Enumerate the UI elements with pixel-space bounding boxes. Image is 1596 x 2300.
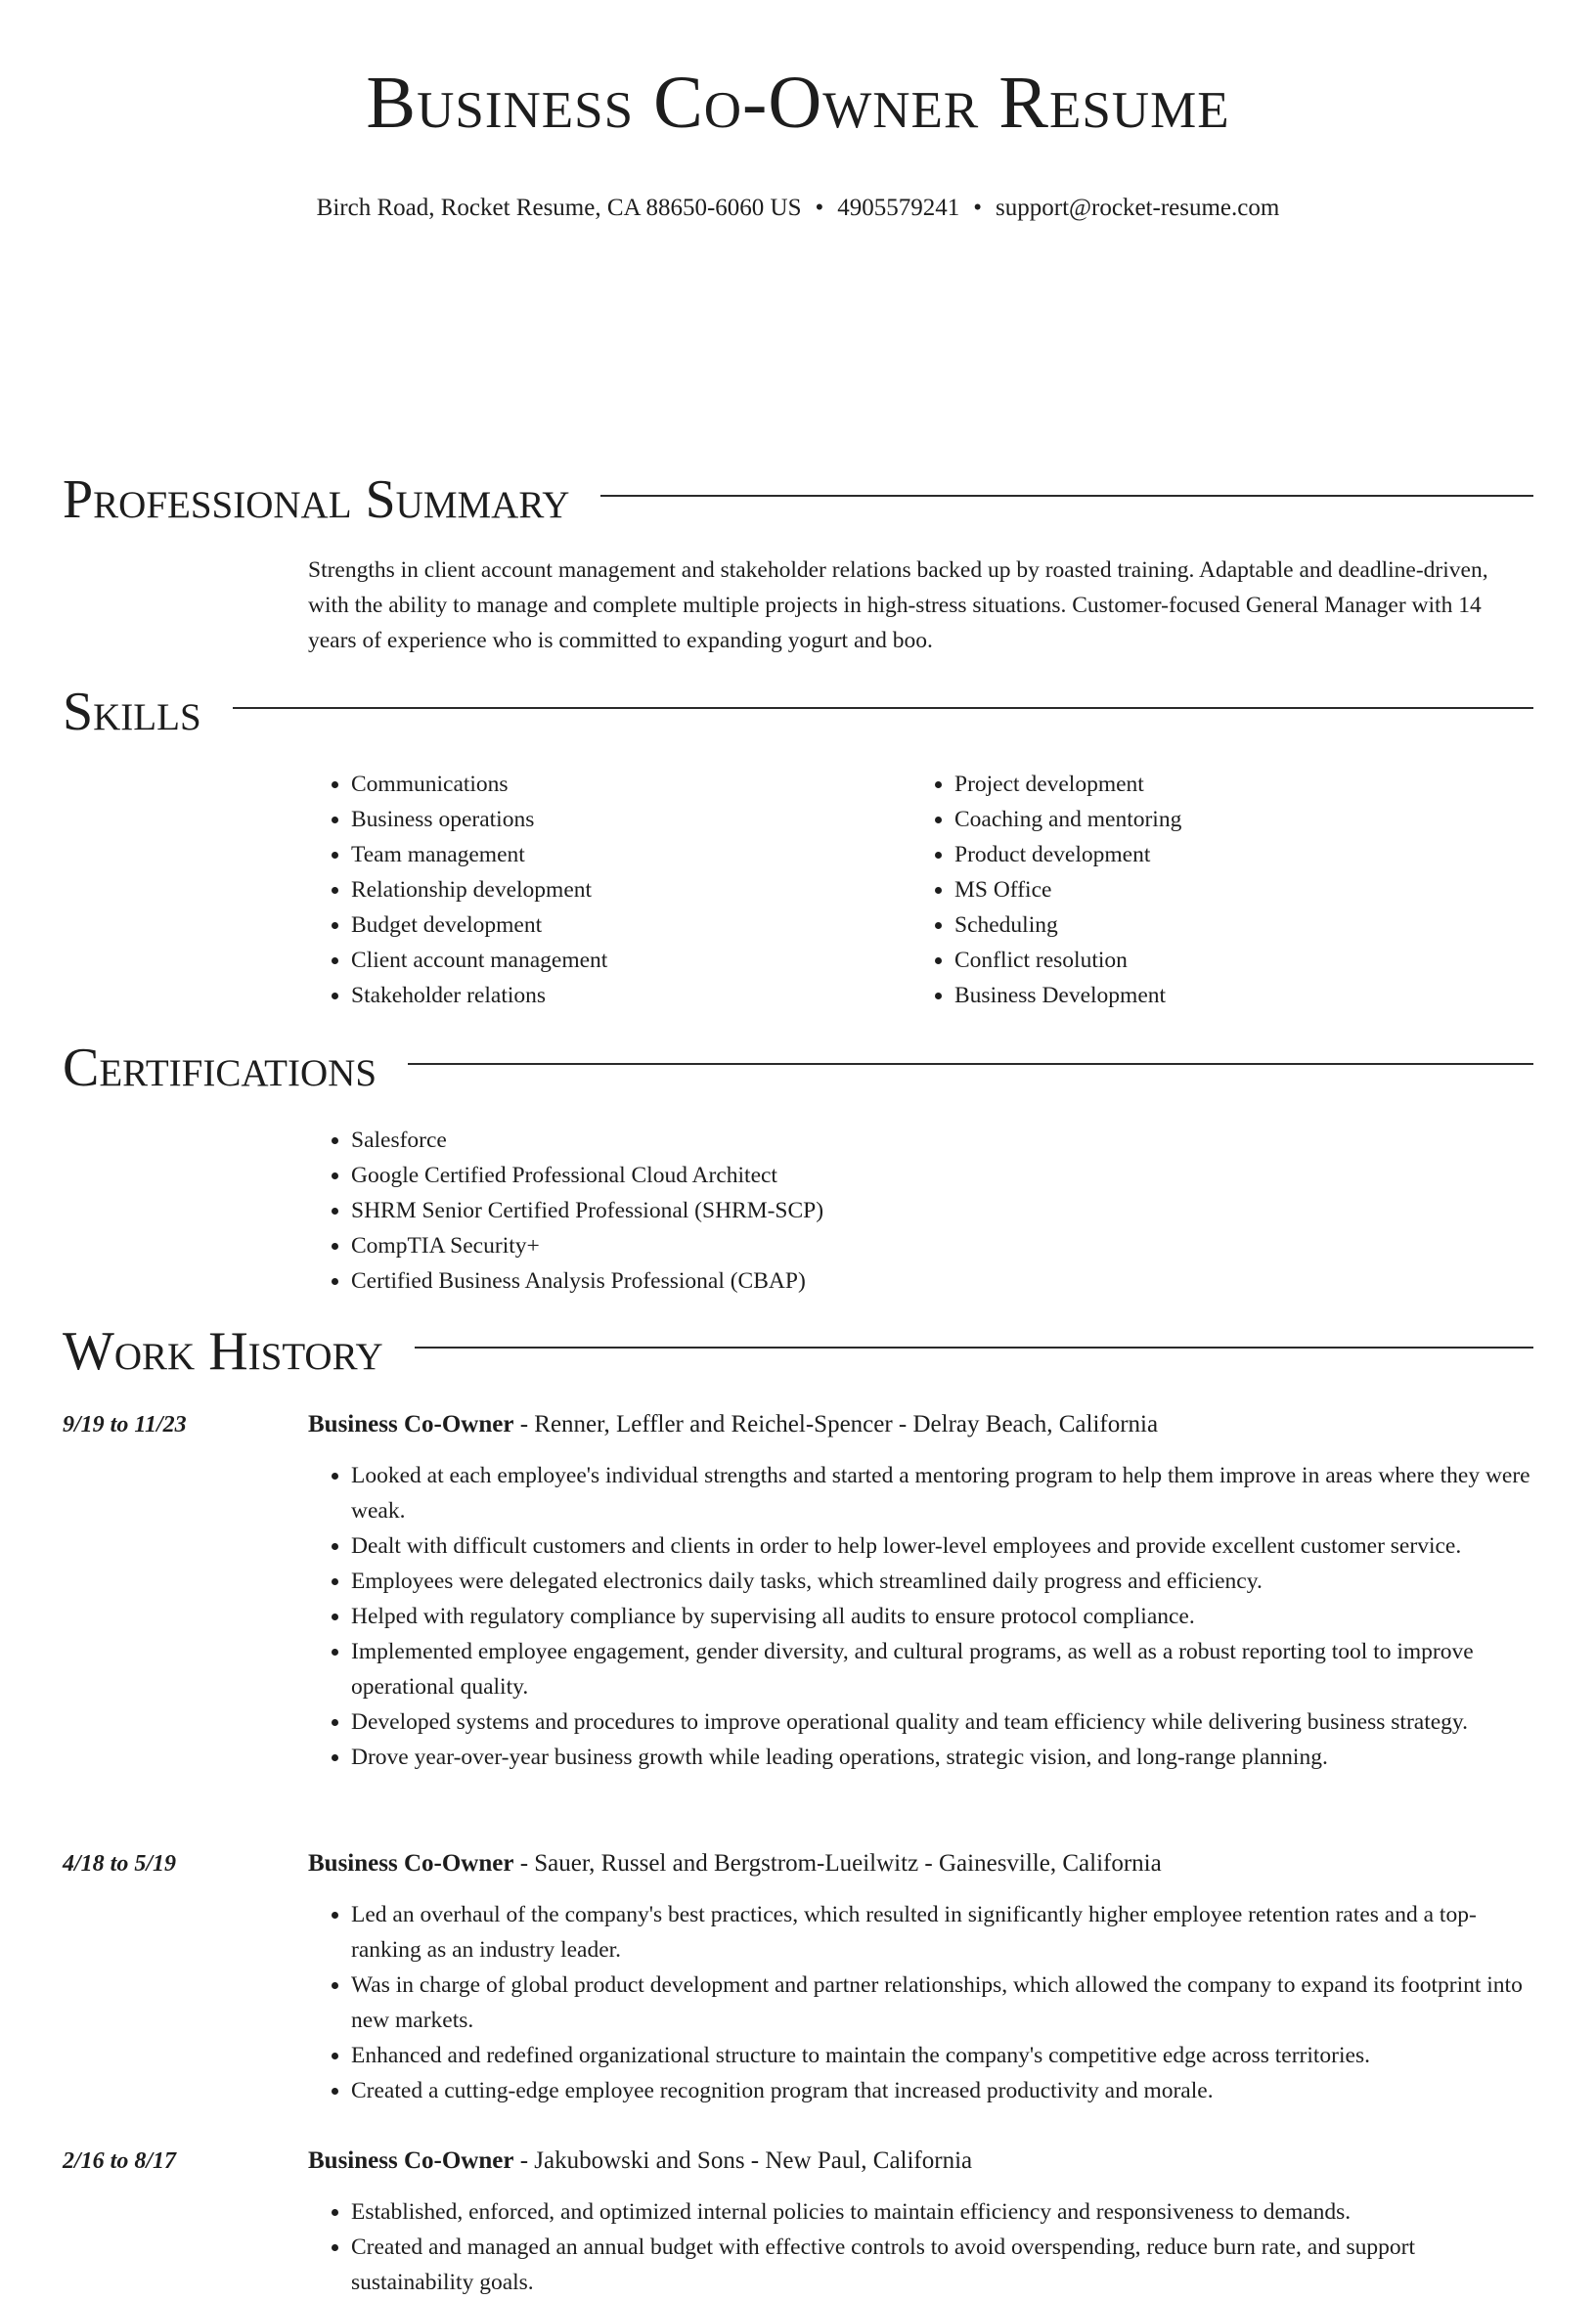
certification-item: • CompTIA Security+ — [351, 1228, 1533, 1263]
skill-item: • MS Office — [954, 872, 1515, 907]
resume-header — [0, 0, 1596, 223]
job-header — [308, 2144, 1533, 2179]
skill-item: • Client account management — [351, 943, 911, 978]
certification-item: • Certified Business Analysis Professional (CBAP) — [351, 1263, 1533, 1299]
job-role: Business Co-Owner — [308, 2147, 514, 2174]
section-divider — [233, 707, 1533, 709]
section-title: Skills — [63, 682, 201, 742]
skill-item: • Budget development — [351, 907, 911, 943]
section-divider — [600, 495, 1533, 497]
skill-item: • Communications — [351, 767, 911, 802]
skill-item: • Team management — [351, 837, 911, 872]
skill-item: • Product development — [954, 837, 1515, 872]
certification-item: • Salesforce — [351, 1123, 1533, 1158]
skill-item: • Scheduling — [954, 907, 1515, 943]
skills-column-left — [308, 767, 911, 1013]
skills-list — [308, 767, 1533, 1013]
job-bullet-list — [308, 1458, 1533, 1775]
section-divider — [408, 1063, 1533, 1065]
job-employer: - Sauer, Russel and Bergstrom-Lueilwitz - Gainesville, California — [513, 1850, 1162, 1877]
job-employer: - Renner, Leffler and Reichel-Spencer - Delray Beach, California — [513, 1411, 1159, 1438]
job-bullet: • Established, enforced, and optimized internal policies to maintain efficiency and responsiveness to demands. — [351, 2194, 1533, 2230]
job-dates: 9/19 to 11/23 — [63, 1412, 187, 1438]
section-title: Professional Summary — [63, 469, 570, 530]
job-bullet-list — [308, 2194, 1533, 2300]
section-title: Work History — [63, 1321, 383, 1382]
job-bullet: • Led an overhaul of the company's best practices, which resulted in significantly higher employee retention rates and a top-ranking as an industry leader. — [351, 1897, 1533, 1968]
job-bullet: • Drove year-over-year business growth while leading operations, strategic vision, and long-range planning. — [351, 1740, 1533, 1775]
job-bullets — [308, 2194, 1533, 2300]
job-header — [308, 1846, 1533, 1881]
skills-column-right — [911, 767, 1515, 1013]
job-dates: 2/16 to 8/17 — [63, 2148, 177, 2174]
skills-heading — [63, 683, 1533, 741]
job-bullet: • Helped with regulatory compliance by supervising all audits to ensure protocol compliance. — [351, 1599, 1533, 1634]
certification-item: • SHRM Senior Certified Professional (SHRM-SCP) — [351, 1193, 1533, 1228]
job-header — [308, 1407, 1533, 1442]
resume-title: Business Co-Owner Resume — [366, 62, 1230, 144]
contact-email[interactable]: support@rocket-resume.com — [996, 195, 1280, 221]
job-dates: 4/18 to 5/19 — [63, 1851, 177, 1877]
job-bullet: • Created and managed an annual budget with effective controls to avoid overspending, reduce burn rate, and support sustainability goals. — [351, 2230, 1533, 2300]
contact-address: Birch Road, Rocket Resume, CA 88650-6060 US — [316, 195, 802, 221]
summary-body — [308, 553, 1533, 658]
job-bullet: • Dealt with difficult customers and clients in order to help lower-level employees and provide excellent customer service. — [351, 1528, 1533, 1564]
skill-item: • Relationship development — [351, 872, 911, 907]
job-bullet: • Created a cutting-edge employee recognition program that increased productivity and morale. — [351, 2073, 1533, 2108]
summary-text: Strengths in client account management and stakeholder relations backed up by roasted training. Adaptable and deadline-driven, with the ability to manage and complete multiple projects in high-stress situations. Customer-focused General Manager with 14 years of experience who is committed to expanding yogurt and boo. — [308, 557, 1488, 653]
skill-item: • Business Development — [954, 978, 1515, 1013]
job-bullets — [308, 1458, 1533, 1775]
contact-separator: • — [815, 195, 824, 221]
job-bullet: • Enhanced and redefined organizational structure to maintain the company's competitive edge across territories. — [351, 2038, 1533, 2073]
job-bullet: • Was in charge of global product development and partner relationships, which allowed the company to expand its footprint into new markets. — [351, 1968, 1533, 2038]
job-bullet: • Implemented employee engagement, gender diversity, and cultural programs, as well as a robust reporting tool to improve operational quality. — [351, 1634, 1533, 1704]
section-divider — [415, 1347, 1533, 1349]
contact-phone: 4905579241 — [837, 195, 960, 221]
job-bullet-list — [308, 1897, 1533, 2108]
skill-item: • Project development — [954, 767, 1515, 802]
certifications-list — [308, 1123, 1533, 1299]
summary-heading — [63, 470, 1533, 529]
job-bullets — [308, 1897, 1533, 2108]
job-bullet: • Developed systems and procedures to improve operational quality and team efficiency while delivering business strategy. — [351, 1704, 1533, 1740]
contact-separator: • — [973, 195, 983, 221]
section-title: Certifications — [63, 1038, 377, 1098]
job-role: Business Co-Owner — [308, 1411, 514, 1438]
job-bullet: • Employees were delegated electronics daily tasks, which streamlined daily progress and efficiency. — [351, 1564, 1533, 1599]
work-history-heading — [63, 1322, 1533, 1381]
skill-item: • Conflict resolution — [954, 943, 1515, 978]
job-employer: - Jakubowski and Sons - New Paul, California — [513, 2147, 973, 2174]
job-role: Business Co-Owner — [308, 1850, 514, 1877]
certification-item: • Google Certified Professional Cloud Architect — [351, 1158, 1533, 1193]
contact-line — [0, 194, 1596, 223]
certifications-heading — [63, 1039, 1533, 1097]
skills-left-list — [308, 767, 911, 1013]
certifications-body — [308, 1123, 1533, 1299]
skill-item: • Stakeholder relations — [351, 978, 911, 1013]
skill-item: • Business operations — [351, 802, 911, 837]
skills-right-list — [911, 767, 1515, 1013]
skill-item: • Coaching and mentoring — [954, 802, 1515, 837]
job-bullet: • Looked at each employee's individual strengths and started a mentoring program to help them improve in areas where they were weak. — [351, 1458, 1533, 1528]
